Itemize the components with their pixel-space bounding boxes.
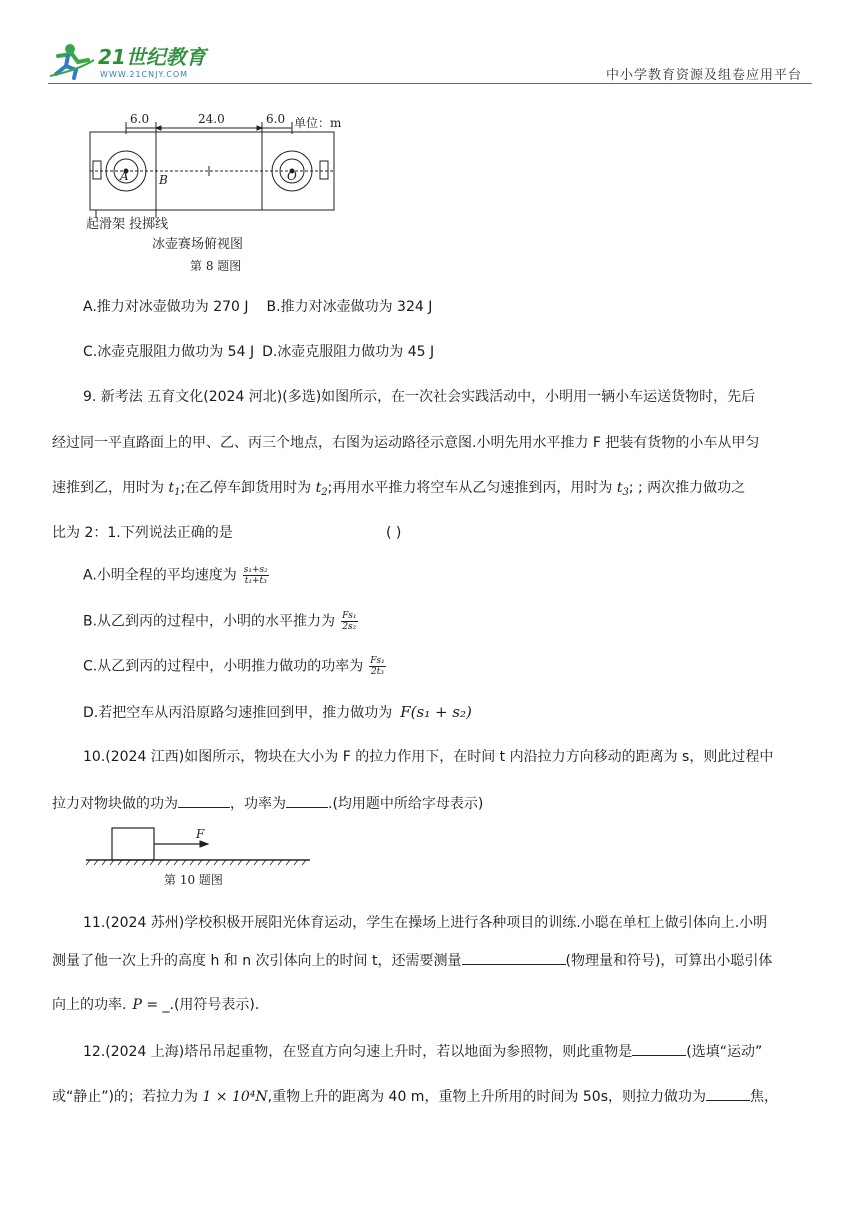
q9-option-c: C.从乙到丙的过程中，小明推力做功的功率为 $\frac{\text{Fs₁}}{\text{2t₃}}$ — [83, 656, 385, 677]
page-header — [0, 0, 860, 90]
caption-labels: 起滑架 投掷线 — [86, 217, 169, 232]
figure-8-curling-rink — [86, 108, 366, 278]
fraction-a: $\frac{\text{s₁+s₂}}{\text{t₁+t₃}}$ — [243, 565, 268, 586]
t1-symbol: $t_1$ — [168, 480, 181, 498]
q9-line-2: 经过同一平直路面上的甲、乙、丙三个地点，右图为运动路径示意图.小明先用水平推力 F 把装有货物的小车从甲匀 — [52, 435, 760, 451]
t3-symbol: $t_3$ — [616, 480, 629, 498]
dim-left-label: 6.0 — [130, 112, 150, 126]
q8-option-row-1 — [83, 297, 843, 317]
logo-text: 21世纪教育 — [98, 45, 206, 69]
q10-line-1: 10.(2024 江西)如图所示，物块在大小为 F 的拉力作用下，在时间 t 内沿拉力方向移动的距离为 s，则此过程中 — [83, 749, 774, 765]
blank-power[interactable] — [286, 793, 328, 808]
platform-name: 中小学教育资源及组卷应用平台 — [605, 68, 802, 83]
logo — [48, 40, 218, 82]
q12-line-1: 12.(2024 上海)塔吊吊起重物，在竖直方向匀速上升时，若以地面为参照物，则此重物是 (选填“运动” — [83, 1041, 843, 1062]
point-o-label: O — [287, 169, 297, 183]
q11-line-2: 测量了他一次上升的高度 h 和 n 次引体向上的时间 t，还需要测量 (物理量和符号)，可算出小聪引体 — [52, 950, 812, 971]
force-label: F — [196, 827, 205, 841]
answer-paren: ( ) — [386, 525, 402, 541]
figure-10-block-force — [84, 820, 314, 892]
q9-option-d: D.若把空车从丙沿原路匀速推回到甲，推力做功为 F(s₁ + s₂) — [83, 703, 472, 721]
caption-figure-number: 第 10 题图 — [164, 873, 223, 887]
q12-line-2: 或“静止”)的；若拉力为 1 × 10⁴N,重物上升的距离为 40 m，重物上升所用的时间为 50s，则拉力做功为 焦， — [52, 1086, 812, 1107]
q9-line-1: 9. 新考法 五育文化(2024 河北)(多选)如图所示，在一次社会实践活动中，小明用一辆小车运送货物时，先后 — [83, 389, 756, 405]
blank-work[interactable] — [178, 793, 230, 808]
formula-d: F(s₁ + s₂) — [400, 703, 472, 721]
t2-symbol: $t_2$ — [315, 480, 328, 498]
q8-option-d: D.冰壶克服阻力做功为 45 J — [262, 344, 435, 360]
runner-icon — [50, 44, 94, 78]
blank-motion-state[interactable] — [632, 1041, 686, 1056]
power-symbol: P — [132, 997, 142, 1013]
q9-line-3: 速推到乙，用时为 $t_1$;在乙停车卸货用时为 $t_2$;再用水平推力将空车从乙匀速推到丙，用时为 $t_3$; ; 两次推力做功之 — [52, 480, 746, 498]
q8-option-row-2 — [83, 342, 843, 362]
logo-url: WWW.21CNJY.COM — [100, 70, 189, 79]
q9-line-4: 比为 2：1.下列说法正确的是 ( ) — [52, 525, 402, 541]
header-divider — [48, 83, 812, 84]
q9-option-a: A.小明全程的平均速度为 $\frac{\text{s₁+s₂}}{\text{t₁+t₃}}$ — [83, 565, 268, 586]
force-value: 1 × 10⁴N — [202, 1089, 268, 1105]
q9-option-b: B.从乙到丙的过程中，小明的水平推力为 $\frac{\text{Fs₁}}{\text{2s₂}}$ — [83, 611, 357, 632]
fraction-c: $\frac{\text{Fs₁}}{\text{2t₃}}$ — [370, 656, 385, 677]
blank-work-joules[interactable] — [706, 1086, 750, 1101]
dim-right-label: 6.0 — [266, 112, 286, 126]
block — [112, 828, 154, 860]
unit-label: 单位：m — [294, 116, 342, 130]
q8-option-c: C.冰壶克服阻力做功为 54 J — [83, 344, 255, 360]
fraction-b: $\frac{\text{Fs₁}}{\text{2s₂}}$ — [342, 611, 357, 632]
caption-figure-number: 第 8 题图 — [190, 259, 242, 273]
point-b-label: B — [159, 173, 168, 187]
caption-title: 冰壶赛场俯视图 — [152, 237, 244, 252]
q11-line-1: 11.(2024 苏州)学校积极开展阳光体育运动，学生在操场上进行各种项目的训练.小聪在单杠上做引体向上.小明 — [83, 915, 768, 931]
q8-option-b: B.推力对冰壶做功为 324 J — [266, 299, 433, 315]
blank-quantity[interactable] — [462, 950, 566, 965]
point-a-label: A — [120, 169, 129, 183]
dim-mid-label: 24.0 — [198, 112, 225, 126]
q10-line-2: 拉力对物块做的功为 ，功率为 .(均用题中所给字母表示) — [52, 793, 812, 814]
q8-option-a: A.推力对冰壶做功为 270 J — [83, 299, 249, 315]
q11-line-3: 向上的功率. P = _.(用符号表示). — [52, 997, 260, 1013]
